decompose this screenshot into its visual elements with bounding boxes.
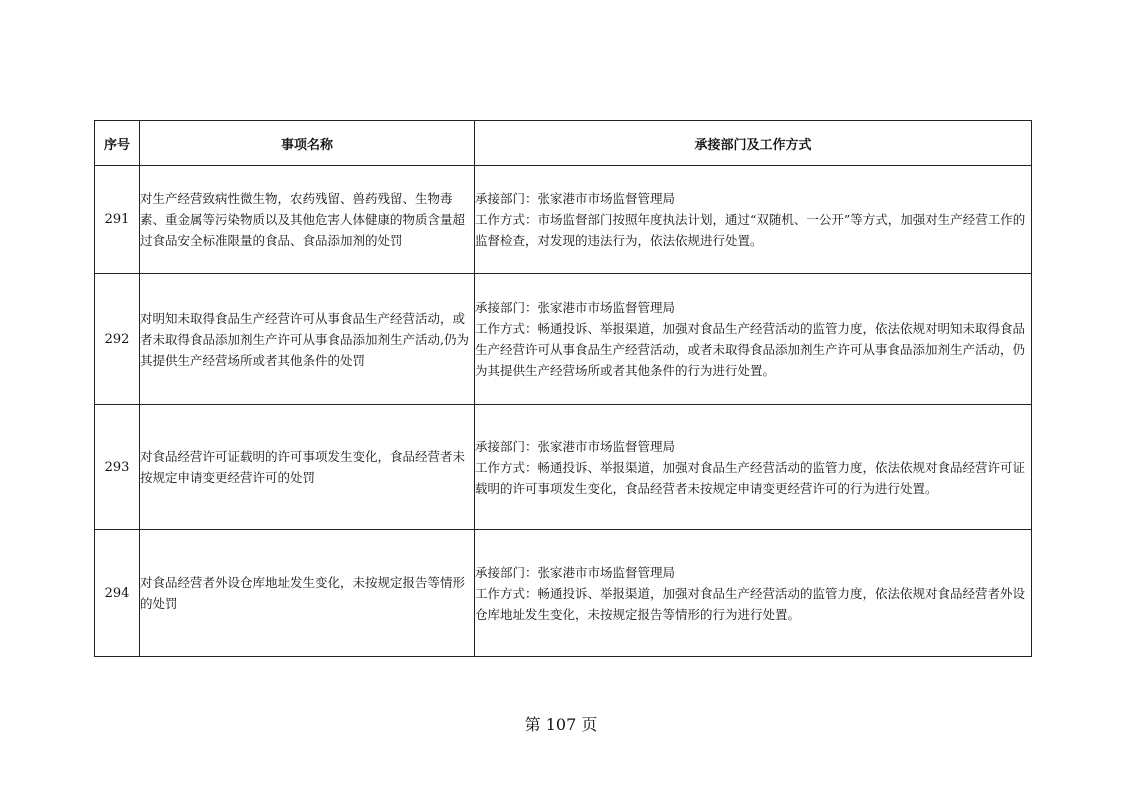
row-department-method — [475, 166, 1032, 274]
header-serial-number: 序号 — [95, 121, 140, 166]
row-department-method — [475, 405, 1032, 530]
row-department-method — [475, 530, 1032, 657]
row-work-method: 工作方式：畅通投诉、举报渠道，加强对食品生产经营活动的监管力度，依法依规对明知未取得食品生产经营许可从事食品生产经营活动，或者未取得食品添加剂生产许可从事食品添加剂生产活动，仍为其提供生产经营场所或者其他条件的行为进行处置。 — [475, 321, 1026, 378]
row-serial-number: 291 — [95, 166, 140, 274]
row-department-method — [475, 274, 1032, 405]
row-work-method: 工作方式：畅通投诉、举报渠道，加强对食品生产经营活动的监管力度，依法依规对食品经营许可证载明的许可事项发生变化，食品经营者未按规定申请变更经营许可的行为进行处置。 — [475, 459, 1026, 496]
row-department: 承接部门：张家港市市场监督管理局 — [475, 438, 676, 454]
row-work-method: 工作方式：市场监督部门按照年度执法计划，通过“双随机、一公开”等方式，加强对生产经营工作的监督检查，对发现的违法行为，依法依规进行处置。 — [475, 212, 1026, 248]
row-item-name: 对明知未取得食品生产经营许可从事食品生产经营活动，或者未取得食品添加剂生产许可从事食品添加剂生产活动,仍为其提供生产经营场所或者其他条件的处罚 — [140, 274, 475, 405]
row-item-name: 对生产经营致病性微生物，农药残留、兽药残留、生物毒素、重金属等污染物质以及其他危害人体健康的物质含量超过食品安全标准限量的食品、食品添加剂的处罚 — [140, 166, 475, 274]
row-serial-number: 294 — [95, 530, 140, 657]
row-item-name: 对食品经营许可证载明的许可事项发生变化，食品经营者未按规定申请变更经营许可的处罚 — [140, 405, 475, 530]
table-row — [95, 166, 1032, 274]
page-number: 第 107 页 — [524, 715, 598, 734]
row-work-method: 工作方式：畅通投诉、举报渠道，加强对食品生产经营活动的监管力度，依法依规对食品经营者外设仓库地址发生变化，未按规定报告等情形的行为进行处置。 — [475, 585, 1026, 622]
row-department: 承接部门：张家港市市场监督管理局 — [475, 191, 676, 206]
row-serial-number: 292 — [95, 274, 140, 405]
row-department: 承接部门：张家港市市场监督管理局 — [475, 300, 676, 315]
table-row — [95, 405, 1032, 530]
row-serial-number: 293 — [95, 405, 140, 530]
row-department: 承接部门：张家港市市场监督管理局 — [475, 564, 676, 580]
items-table — [94, 120, 1032, 657]
table-header-row — [95, 121, 1032, 166]
table-row — [95, 530, 1032, 657]
row-item-name: 对食品经营者外设仓库地址发生变化，未按规定报告等情形的处罚 — [140, 530, 475, 657]
header-department-method: 承接部门及工作方式 — [475, 121, 1032, 166]
table-row — [95, 274, 1032, 405]
header-item-name: 事项名称 — [140, 121, 475, 166]
